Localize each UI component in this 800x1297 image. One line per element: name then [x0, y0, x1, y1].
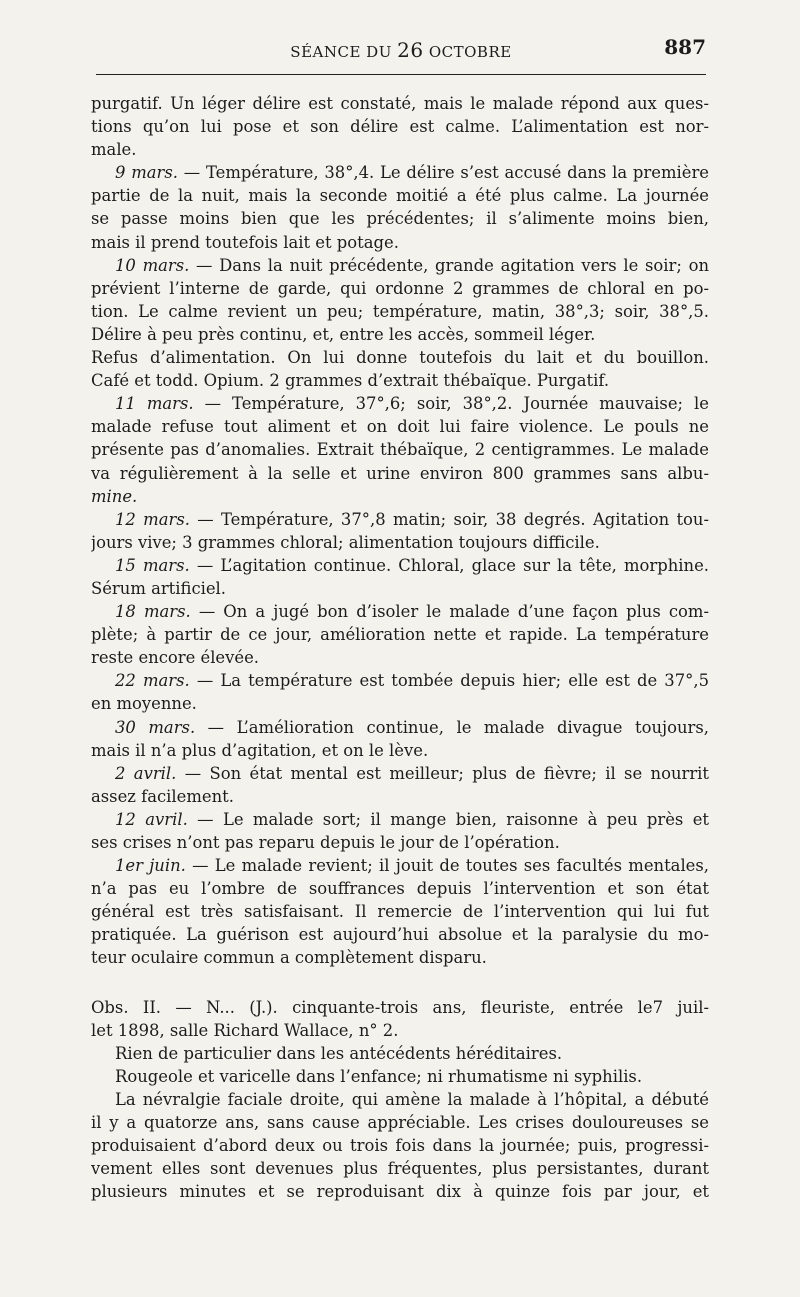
- line-text: — L’agitation continue. Chloral, glace sur la tête, morphine.: [189, 555, 709, 575]
- text-line: [91, 854, 709, 877]
- line-text: prévient l’interne de garde, qui ordonne 2 grammes de chloral en po-: [91, 278, 709, 298]
- date-label: 1er juin.: [115, 856, 186, 876]
- line-text: mais il prend toutefois lait et potage.: [91, 232, 399, 252]
- text-line: [91, 531, 709, 554]
- line-text: se passe moins bien que les précédentes; il s’alimente moins bien,: [91, 209, 709, 229]
- text-line: [91, 996, 709, 1019]
- text-line: [91, 231, 709, 254]
- line-text: assez facilement.: [91, 786, 234, 806]
- line-text: mais il n’a plus d’agitation, et on le lève.: [91, 740, 429, 760]
- line-text: — Le malade sort; il mange bien, raisonne à peu près et: [187, 809, 709, 829]
- line-text: jours vive; 3 grammes chloral; alimentation toujours difficile.: [91, 532, 600, 552]
- text-line: [91, 1134, 709, 1157]
- text-line: [91, 877, 709, 900]
- date-label: mine.: [91, 486, 138, 506]
- date-label: 9 mars.: [115, 163, 178, 183]
- date-label: 12 avril.: [115, 809, 188, 829]
- date-label: 15 mars.: [115, 555, 190, 575]
- line-text: Rien de particulier dans les antécédents héréditaires.: [115, 1043, 563, 1063]
- text-line: [91, 762, 709, 785]
- text-line: [91, 369, 709, 392]
- line-text: — Dans la nuit précédente, grande agitation vers le soir; on: [189, 255, 709, 275]
- text-line: [91, 115, 709, 138]
- line-text: — Température, 37°,8 matin; soir, 38 degrés. Agitation tou-: [189, 509, 709, 529]
- line-text: va régulièrement à la selle et urine environ 800 grammes sans albu-: [91, 463, 709, 483]
- text-line: [91, 739, 709, 762]
- text-line: [91, 485, 709, 508]
- text-line: [91, 1042, 709, 1065]
- text-line: [91, 716, 709, 739]
- line-text: male.: [91, 140, 137, 160]
- date-label: 10 mars.: [115, 255, 190, 275]
- running-header: [96, 36, 706, 62]
- line-text: — Le malade revient; il jouit de toutes ses facultés mentales,: [185, 856, 709, 876]
- line-text: teur oculaire commun a complètement disparu.: [91, 948, 487, 968]
- line-text: tion. Le calme revient un peu; température, matin, 38°,3; soir, 38°,5.: [91, 301, 709, 321]
- line-text: ses crises n’ont pas reparu depuis le jour de l’opération.: [91, 833, 560, 852]
- text-line: [91, 808, 709, 831]
- date-label: 18 mars.: [115, 602, 191, 622]
- text-line: [91, 600, 709, 623]
- line-text: il y a quatorze ans, sans cause appréciable. Les crises douloureuses se: [91, 1113, 709, 1133]
- line-text: général est très satisfaisant. Il remercie de l’intervention qui lui fut: [91, 902, 709, 922]
- line-text: let 1898, salle Richard Wallace, n° 2.: [91, 1020, 399, 1040]
- text-line: [91, 462, 709, 485]
- line-text: reste encore élevée.: [91, 648, 260, 668]
- text-line: [91, 831, 709, 854]
- line-text: purgatif. Un léger délire est constaté, mais le malade répond aux ques-: [91, 94, 709, 113]
- line-text: présente pas d’anomalies. Extrait thébaïque, 2 centigrammes. Le malade: [91, 440, 709, 460]
- text-line: [91, 923, 709, 946]
- body-text: [91, 92, 709, 1203]
- line-text: Délire à peu près continu, et, entre les accès, sommeil léger.: [91, 324, 596, 344]
- date-label: 30 mars.: [115, 717, 196, 737]
- header-title: [96, 38, 706, 62]
- text-line: [91, 161, 709, 184]
- text-line: [91, 646, 709, 669]
- date-label: 2 avril.: [115, 763, 177, 783]
- line-text: Refus d’alimentation. On lui donne toutefois du lait et du bouillon.: [91, 348, 709, 368]
- text-line: [91, 785, 709, 808]
- text-line: [91, 438, 709, 461]
- text-line: [91, 346, 709, 369]
- line-text: plusieurs minutes et se reproduisant dix à quinze fois par jour, et: [91, 1182, 709, 1202]
- line-text: — Température, 37°,6; soir, 38°,2. Journée mauvaise; le: [193, 394, 709, 414]
- line-text: produisaient d’abord deux ou trois fois dans la journée; puis, progressi-: [91, 1136, 709, 1156]
- date-label: 12 mars.: [115, 509, 190, 529]
- text-line: [91, 692, 709, 715]
- date-label: 11 mars.: [115, 394, 194, 414]
- text-line: [91, 1157, 709, 1180]
- text-line: [91, 207, 709, 230]
- text-line: [91, 138, 709, 161]
- line-text: en moyenne.: [91, 694, 197, 714]
- header-title-day: 26: [397, 38, 424, 62]
- line-text: Café et todd. Opium. 2 grammes d’extrait thébaïque. Purgatif.: [91, 371, 610, 391]
- text-line: [91, 415, 709, 438]
- text-line: [91, 1111, 709, 1134]
- line-text: plète; à partir de ce jour, amélioration nette et rapide. La température: [91, 625, 709, 645]
- line-text: — La température est tombée depuis hier; elle est de 37°,5: [189, 671, 709, 691]
- line-text: partie de la nuit, mais la seconde moitié a été plus calme. La journée: [91, 186, 709, 206]
- header-rule: [96, 74, 706, 75]
- header-title-month: OCTOBRE: [428, 43, 512, 61]
- text-line: [91, 277, 709, 300]
- text-line: [91, 392, 709, 415]
- page-number: 887: [664, 35, 706, 59]
- text-line: [91, 1180, 709, 1203]
- text-line: [91, 1065, 709, 1088]
- line-text: — On a jugé bon d’isoler le malade d’une façon plus com-: [190, 602, 709, 622]
- line-text: tions qu’on lui pose et son délire est calme. L’alimentation est nor-: [91, 117, 709, 137]
- text-line: [91, 554, 709, 577]
- line-text: — L’amélioration continue, le malade divague toujours,: [195, 717, 709, 737]
- text-line: [91, 184, 709, 207]
- line-text: — Température, 38°,4. Le délire s’est accusé dans la première: [178, 163, 709, 183]
- line-text: Obs. II. — N... (J.). cinquante-trois ans, fleuriste, entrée le7 juil-: [91, 997, 709, 1017]
- text-line: [91, 623, 709, 646]
- text-line: [91, 946, 709, 969]
- text-line: [91, 254, 709, 277]
- text-line: [91, 669, 709, 692]
- line-text: pratiquée. La guérison est aujourd’hui absolue et la paralysie du mo-: [91, 925, 709, 945]
- text-line: [91, 92, 709, 115]
- header-title-prefix: SÉANCE DU: [290, 43, 392, 61]
- text-line: [91, 1019, 709, 1042]
- line-text: — Son état mental est meilleur; plus de fièvre; il se nourrit: [176, 763, 709, 783]
- line-text: vement elles sont devenues plus fréquentes, plus persistantes, durant: [91, 1159, 709, 1179]
- line-text: La névralgie faciale droite, qui amène la malade à l’hôpital, a débuté: [115, 1089, 709, 1109]
- paragraph-gap: [91, 970, 709, 996]
- line-text: Rougeole et varicelle dans l’enfance; ni rhumatisme ni syphilis.: [115, 1066, 643, 1086]
- text-line: [91, 900, 709, 923]
- date-label: 22 mars.: [115, 671, 190, 691]
- line-text: Sérum artificiel.: [91, 578, 227, 598]
- text-line: [91, 300, 709, 323]
- line-text: n’a pas eu l’ombre de souffrances depuis l’intervention et son état: [91, 879, 709, 899]
- text-line: [91, 323, 709, 346]
- line-text: malade refuse tout aliment et on doit lui faire violence. Le pouls ne: [91, 417, 709, 437]
- text-line: [91, 577, 709, 600]
- text-line: [91, 1088, 709, 1111]
- text-line: [91, 508, 709, 531]
